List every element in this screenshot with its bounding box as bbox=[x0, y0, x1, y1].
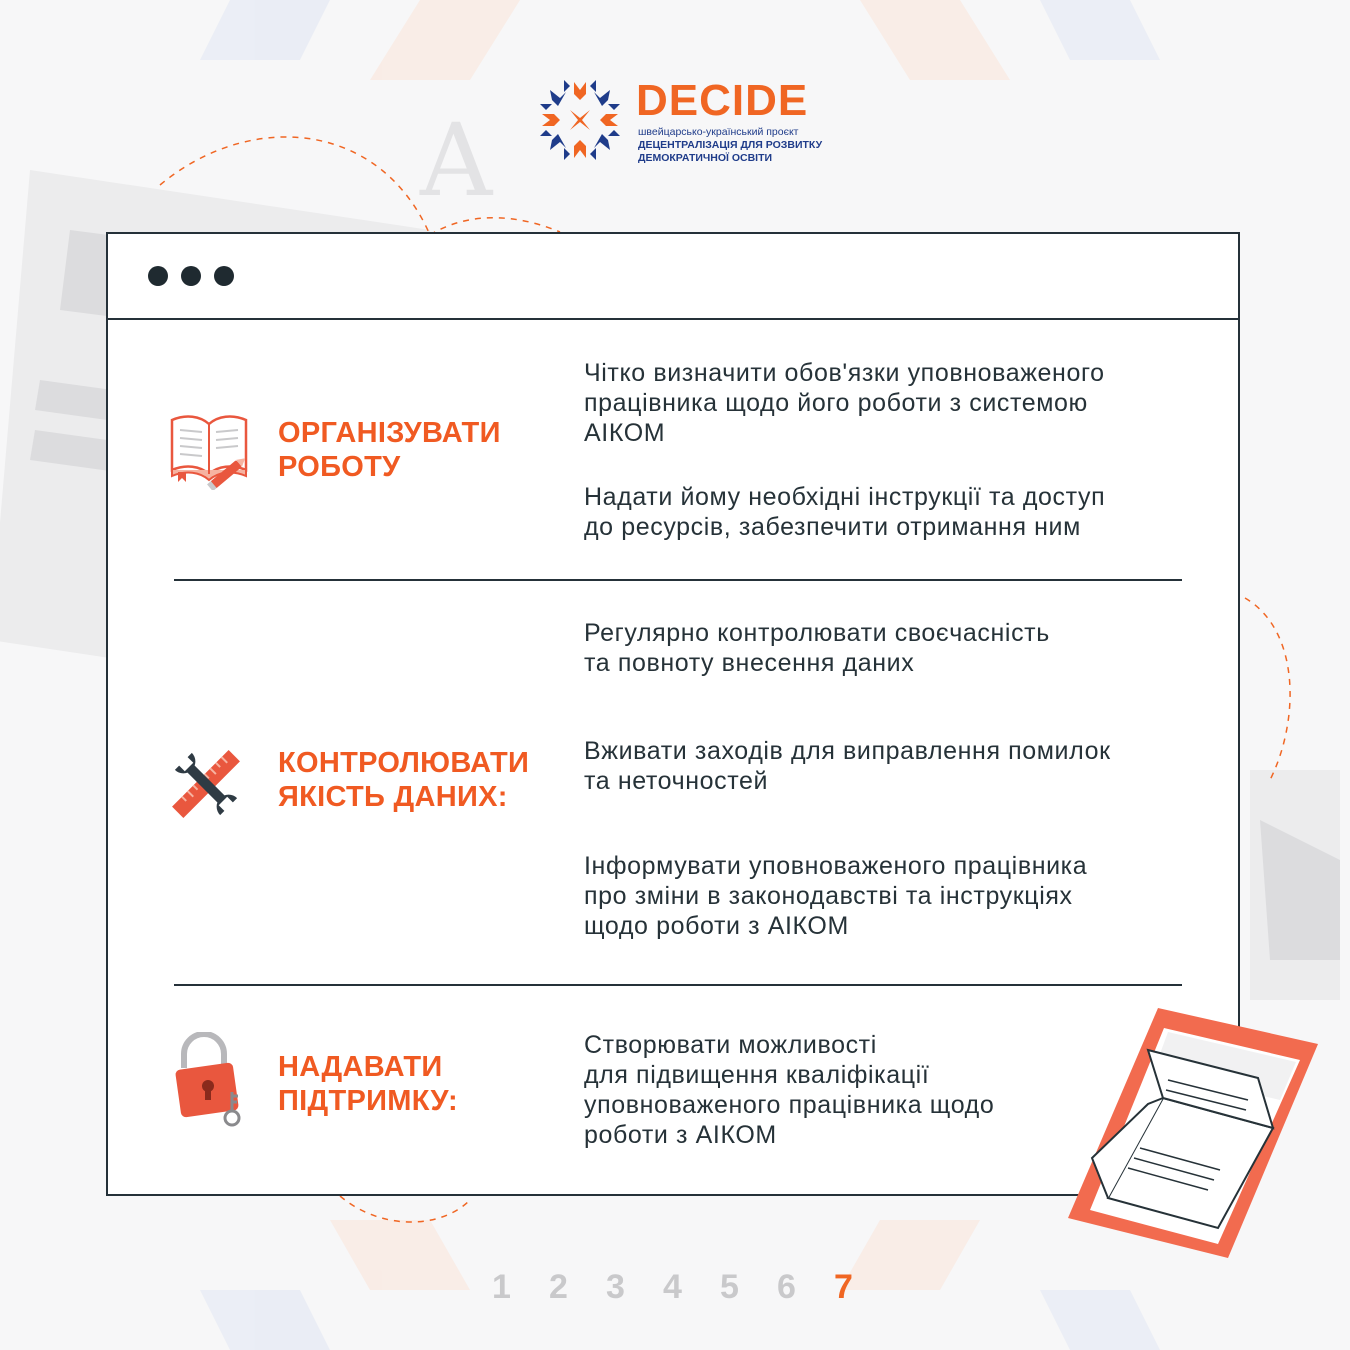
brand-subtitle-line2: ДЕЦЕНТРАЛІЗАЦІЯ ДЛЯ РОЗВИТКУ bbox=[638, 139, 823, 151]
pagination bbox=[492, 1268, 891, 1307]
book-pencil-icon bbox=[168, 410, 250, 490]
section-organize-paragraph-2: Надати йому необхідні інструкції та доступ до ресурсів, забезпечити отримання ним bbox=[584, 483, 1106, 541]
section-control-paragraph-3: Інформувати уповноваженого працівника про зміни в законодавстві та інструкціях щодо роботи з АІКОМ bbox=[584, 852, 1088, 940]
padlock-key-icon bbox=[174, 1032, 248, 1128]
page-number-3[interactable]: 3 bbox=[606, 1268, 625, 1306]
section-divider bbox=[174, 984, 1182, 986]
page-number-6[interactable]: 6 bbox=[777, 1268, 796, 1306]
section-heading-support: НАДАВАТИ ПІДТРИМКУ: bbox=[278, 1051, 459, 1117]
logo bbox=[536, 76, 826, 168]
wrench-ruler-icon bbox=[170, 748, 242, 820]
brand-subtitle-line3: ДЕМОКРАТИЧНОЇ ОСВІТИ bbox=[638, 152, 773, 164]
page-number-4[interactable]: 4 bbox=[663, 1268, 682, 1306]
section-control-paragraph-1: Регулярно контролювати своєчасність та повноту внесення даних bbox=[584, 619, 1050, 677]
snowflake-logo-icon bbox=[536, 76, 624, 164]
brand-subtitle-line1: швейцарсько-український проєкт bbox=[638, 126, 799, 138]
open-book-illustration bbox=[1068, 1008, 1318, 1258]
window-dot bbox=[181, 266, 201, 286]
page-number-5[interactable]: 5 bbox=[720, 1268, 739, 1306]
section-divider bbox=[174, 579, 1182, 581]
section-heading-organize: ОРГАНІЗУВАТИ РОБОТУ bbox=[278, 417, 501, 483]
page-number-7-current[interactable]: 7 bbox=[834, 1268, 853, 1306]
svg-text:A: A bbox=[420, 102, 493, 219]
section-organize-paragraph-1: Чітко визначити обов'язки уповноваженого працівника щодо його роботи з системою АІКОМ bbox=[584, 359, 1105, 447]
section-control-paragraph-2: Вживати заходів для виправлення помилок та неточностей bbox=[584, 737, 1111, 795]
window-dot bbox=[214, 266, 234, 286]
window-dot bbox=[148, 266, 168, 286]
window-dots bbox=[148, 266, 234, 286]
header-divider bbox=[108, 318, 1238, 320]
section-heading-control: КОНТРОЛЮВАТИ ЯКІСТЬ ДАНИХ: bbox=[278, 747, 530, 813]
page-number-1[interactable]: 1 bbox=[492, 1268, 511, 1306]
brand-name: DECIDE bbox=[636, 76, 809, 125]
section-support-paragraph-1: Створювати можливості для підвищення кваліфікації уповноваженого працівника щодо роботи з АІКОМ bbox=[584, 1031, 995, 1149]
page-number-2[interactable]: 2 bbox=[549, 1268, 568, 1306]
brand-subtitle bbox=[638, 126, 822, 165]
